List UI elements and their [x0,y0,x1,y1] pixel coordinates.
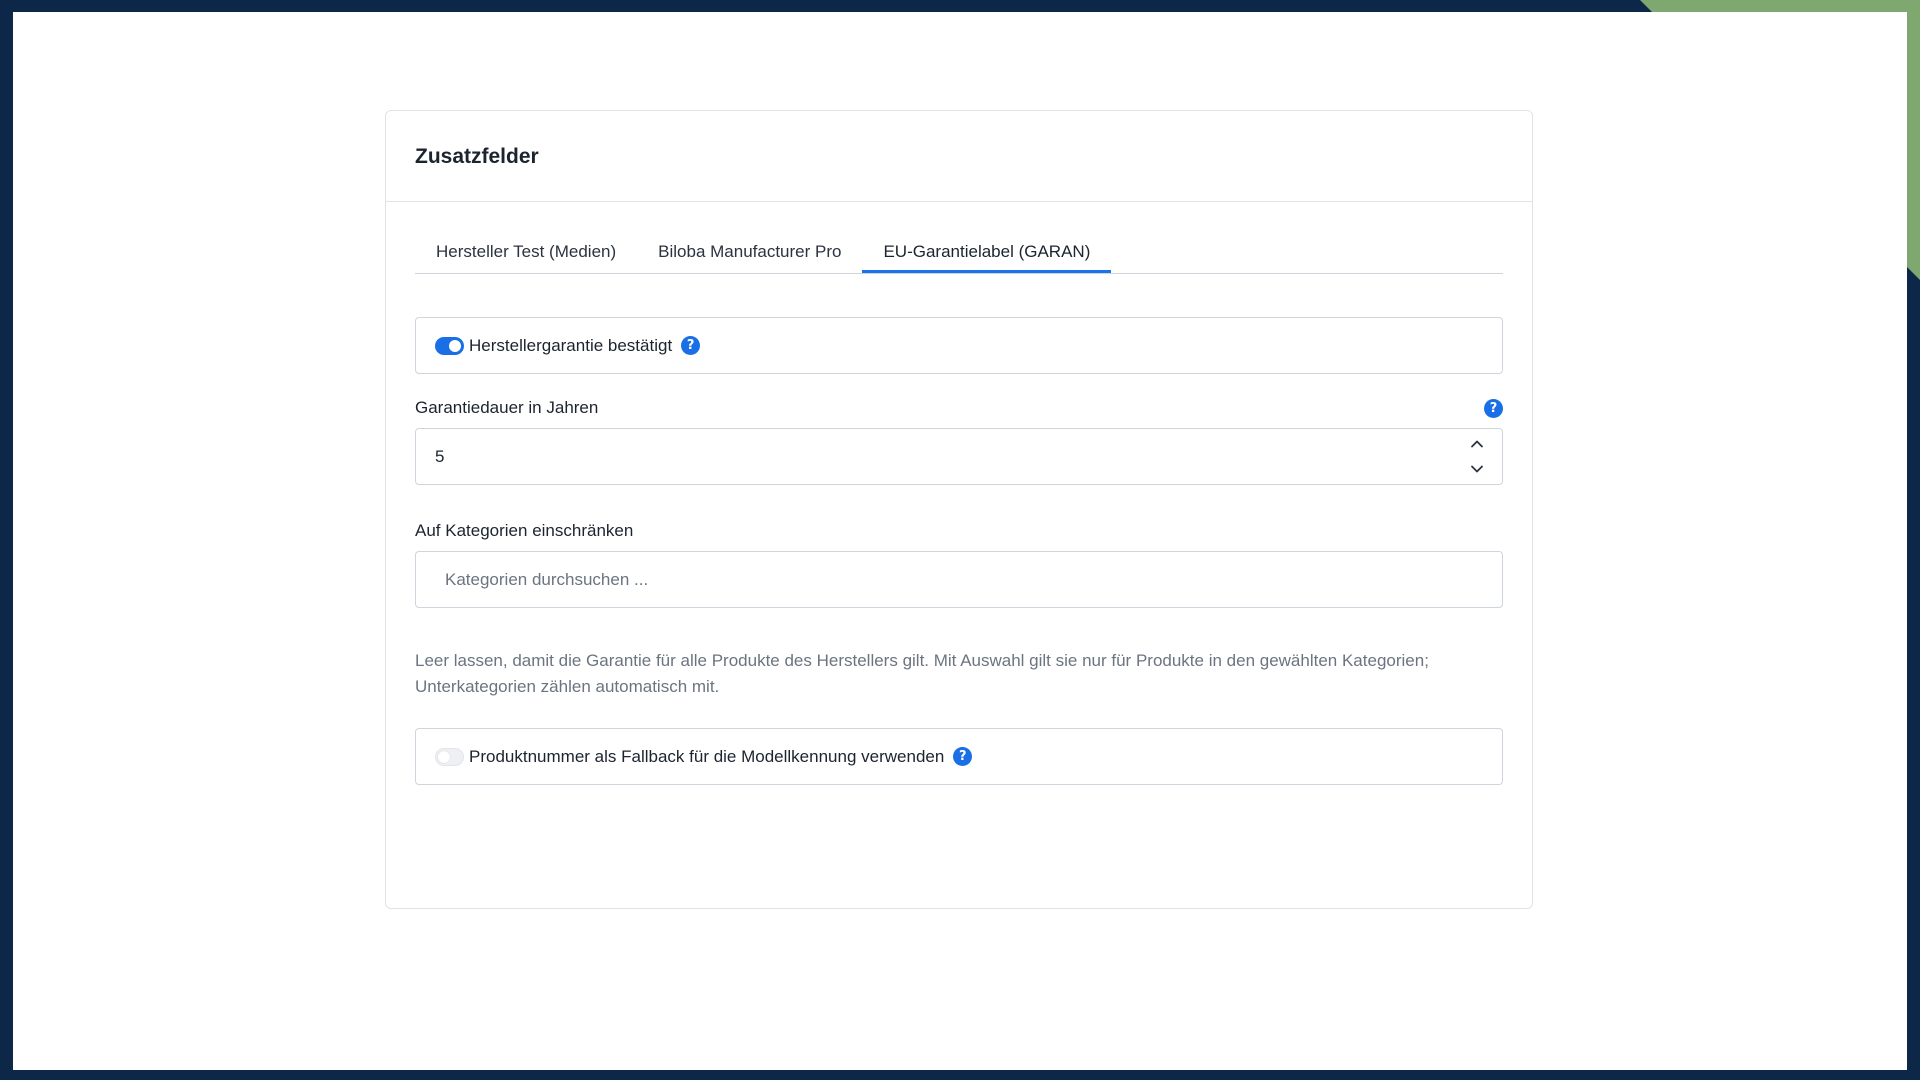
product-number-fallback-toggle[interactable] [435,748,464,766]
product-number-fallback-label: Produktnummer als Fallback für die Modellkennung verwenden [469,746,945,766]
category-search-field [415,551,1503,608]
help-icon[interactable]: ? [681,336,700,355]
warranty-duration-input[interactable] [415,428,1503,485]
category-restriction-label-row [415,519,1503,543]
chevron-down-icon[interactable] [1470,462,1484,476]
warranty-duration-value: 5 [435,446,445,466]
category-search-input[interactable] [416,569,1502,591]
warranty-duration-label: Garantiedauer in Jahren [415,398,599,417]
warranty-confirmed-label: Herstellergarantie bestätigt [469,335,673,355]
chevron-up-icon[interactable] [1470,437,1484,451]
page-canvas [13,12,1907,1070]
tab-eu-garantielabel[interactable]: EU-Garantielabel (GARAN) [862,236,1111,273]
card-header [386,111,1532,202]
tab-bar [415,236,1503,274]
category-restriction-label: Auf Kategorien einschränken [415,521,634,540]
warranty-confirmed-toggle[interactable] [435,337,464,355]
warranty-confirmed-field [415,317,1503,374]
tab-hersteller-test[interactable]: Hersteller Test (Medien) [436,242,617,261]
category-help-text: Leer lassen, damit die Garantie für alle Produkte des Herstellers gilt. Mit Auswahl gilt sie nur für Produkte in den gewählten Kategorien; Unterkategorien zählen automatisch mit. [415,651,1429,696]
product-number-fallback-field [415,728,1503,785]
card-title: Zusatzfelder [415,145,539,168]
tab-biloba-manufacturer-pro[interactable]: Biloba Manufacturer Pro [658,242,842,261]
number-stepper [1470,435,1484,479]
help-icon[interactable]: ? [953,747,972,766]
custom-fields-card [385,110,1533,909]
card-body [386,236,1532,785]
help-icon[interactable]: ? [1484,399,1503,418]
warranty-duration-label-row [415,396,1503,420]
